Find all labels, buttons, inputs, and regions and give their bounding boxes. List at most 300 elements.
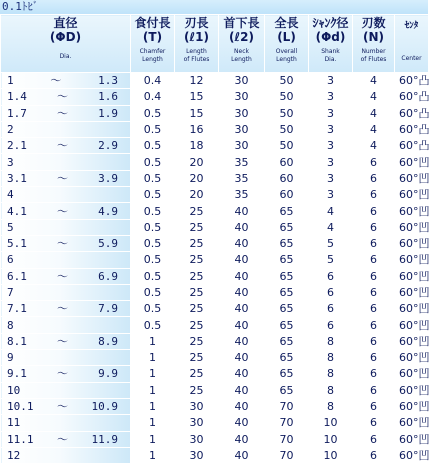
neck-length-cell: 40 bbox=[219, 219, 265, 235]
overall-length-cell: 70 bbox=[265, 398, 309, 414]
header-overall bbox=[265, 15, 309, 73]
center-angle: 60° bbox=[399, 416, 419, 430]
header-row bbox=[1, 15, 429, 73]
flute-length-cell: 12 bbox=[175, 73, 219, 89]
flute-length-cell: 18 bbox=[175, 138, 219, 154]
flute-length-cell: 16 bbox=[175, 121, 219, 137]
dia-cell bbox=[1, 398, 131, 414]
center-cell bbox=[395, 154, 429, 170]
shank-dia-cell: 3 bbox=[309, 187, 353, 203]
center-angle: 60° bbox=[399, 302, 419, 316]
dia-cell bbox=[1, 89, 131, 105]
center-cell bbox=[395, 268, 429, 284]
center-type-icon: 凸 bbox=[418, 123, 430, 137]
flute-count-cell: 6 bbox=[353, 350, 395, 366]
header-chamfer-en bbox=[131, 48, 174, 64]
table-row bbox=[1, 121, 429, 137]
table-row bbox=[1, 268, 429, 284]
dia-from: 11.1 bbox=[7, 432, 34, 446]
dia-from: 2 bbox=[7, 123, 14, 137]
table-row bbox=[1, 89, 429, 105]
header-neck-en2: Length bbox=[231, 56, 252, 63]
flute-length-cell: 15 bbox=[175, 89, 219, 105]
dia-from: 10.1 bbox=[7, 400, 34, 414]
center-cell bbox=[395, 89, 429, 105]
dia-to: 5.9 bbox=[98, 237, 118, 251]
center-angle: 60° bbox=[399, 432, 419, 446]
header-center-en: Center bbox=[401, 55, 422, 62]
overall-length-cell: 65 bbox=[265, 284, 309, 300]
header-flute-en2: of Flutes bbox=[183, 56, 210, 63]
chamfer-cell: 1 bbox=[131, 366, 175, 382]
header-shank-jp: ｼｬﾝｸ径 bbox=[312, 16, 349, 30]
center-type-icon: 凹 bbox=[418, 204, 430, 218]
shank-dia-cell: 5 bbox=[309, 235, 353, 251]
table-row bbox=[1, 447, 429, 463]
header-flute-en1: Length bbox=[186, 48, 207, 55]
table-row bbox=[1, 252, 429, 268]
dia-cell bbox=[1, 219, 131, 235]
table-row bbox=[1, 431, 429, 447]
dia-range-sep: ～ bbox=[57, 171, 68, 185]
center-cell bbox=[395, 301, 429, 317]
neck-length-cell: 40 bbox=[219, 252, 265, 268]
flute-length-cell: 30 bbox=[175, 398, 219, 414]
flute-length-cell: 30 bbox=[175, 431, 219, 447]
chamfer-cell: 1 bbox=[131, 350, 175, 366]
center-type-icon: 凹 bbox=[418, 334, 430, 348]
center-type-icon: 凹 bbox=[418, 302, 430, 316]
flute-count-cell: 6 bbox=[353, 382, 395, 398]
shank-dia-cell: 3 bbox=[309, 73, 353, 89]
neck-length-cell: 30 bbox=[219, 121, 265, 137]
header-overall-jp: 全長 bbox=[274, 16, 299, 30]
header-neck-sym: (ℓ2) bbox=[229, 30, 254, 44]
neck-length-cell: 40 bbox=[219, 235, 265, 251]
center-cell bbox=[395, 398, 429, 414]
center-cell bbox=[395, 350, 429, 366]
dia-from: 1.7 bbox=[7, 106, 27, 120]
chamfer-cell: 0.5 bbox=[131, 284, 175, 300]
neck-length-cell: 35 bbox=[219, 170, 265, 186]
center-type-icon: 凹 bbox=[418, 220, 430, 234]
neck-length-cell: 40 bbox=[219, 382, 265, 398]
header-chamfer-en2: Length bbox=[142, 56, 163, 63]
dia-range-sep: ～ bbox=[57, 334, 68, 348]
header-shank-en2: Dia. bbox=[324, 56, 337, 63]
neck-length-cell: 40 bbox=[219, 415, 265, 431]
shank-dia-cell: 5 bbox=[309, 252, 353, 268]
table-row bbox=[1, 154, 429, 170]
dia-cell bbox=[1, 333, 131, 349]
chamfer-cell: 0.5 bbox=[131, 235, 175, 251]
shank-dia-cell: 10 bbox=[309, 415, 353, 431]
center-cell bbox=[395, 105, 429, 121]
flute-count-cell: 4 bbox=[353, 121, 395, 137]
overall-length-cell: 65 bbox=[265, 268, 309, 284]
table-row bbox=[1, 73, 429, 89]
dia-cell bbox=[1, 447, 131, 463]
flute-count-cell: 6 bbox=[353, 284, 395, 300]
flute-length-cell: 25 bbox=[175, 382, 219, 398]
header-center-jp: ｾﾝﾀ bbox=[404, 21, 419, 31]
dia-cell bbox=[1, 268, 131, 284]
header-shank-en1: Shank bbox=[321, 48, 340, 55]
center-type-icon: 凸 bbox=[418, 106, 430, 120]
center-angle: 60° bbox=[399, 318, 419, 332]
flute-length-cell: 20 bbox=[175, 170, 219, 186]
dia-to: 8.9 bbox=[98, 334, 118, 348]
header-overall-en bbox=[265, 48, 308, 64]
header-chamfer-sym: (T) bbox=[142, 30, 163, 44]
dia-from: 8 bbox=[7, 318, 14, 332]
chamfer-cell: 1 bbox=[131, 333, 175, 349]
center-type-icon: 凹 bbox=[418, 171, 430, 185]
dia-to: 1.3 bbox=[98, 74, 118, 88]
table-row bbox=[1, 301, 429, 317]
center-angle: 60° bbox=[399, 448, 419, 462]
table-row bbox=[1, 284, 429, 300]
flute-length-cell: 25 bbox=[175, 252, 219, 268]
dia-from: 11 bbox=[7, 416, 21, 430]
dia-range-sep: ～ bbox=[57, 367, 68, 381]
neck-length-cell: 40 bbox=[219, 203, 265, 219]
flute-length-cell: 25 bbox=[175, 203, 219, 219]
header-nflutes-en1: Number bbox=[361, 48, 386, 55]
center-type-icon: 凹 bbox=[418, 318, 430, 332]
center-angle: 60° bbox=[399, 334, 419, 348]
dia-from: 6.1 bbox=[7, 269, 27, 283]
neck-length-cell: 30 bbox=[219, 138, 265, 154]
header-nflutes-en2: of Flutes bbox=[360, 56, 387, 63]
flute-count-cell: 6 bbox=[353, 154, 395, 170]
flute-count-cell: 6 bbox=[353, 447, 395, 463]
center-angle: 60° bbox=[399, 139, 419, 153]
flute-count-cell: 6 bbox=[353, 415, 395, 431]
table-row bbox=[1, 219, 429, 235]
dia-cell bbox=[1, 317, 131, 333]
dia-range-sep: ～ bbox=[57, 237, 68, 251]
flute-count-cell: 6 bbox=[353, 170, 395, 186]
center-type-icon: 凹 bbox=[418, 367, 430, 381]
shank-dia-cell: 10 bbox=[309, 431, 353, 447]
chamfer-cell: 1 bbox=[131, 382, 175, 398]
center-cell bbox=[395, 203, 429, 219]
center-angle: 60° bbox=[399, 400, 419, 414]
shank-dia-cell: 10 bbox=[309, 447, 353, 463]
dia-from: 12 bbox=[7, 448, 21, 462]
neck-length-cell: 30 bbox=[219, 73, 265, 89]
dia-from: 7 bbox=[7, 286, 14, 299]
dia-from: 4.1 bbox=[7, 204, 27, 218]
dia-from: 10 bbox=[7, 383, 21, 397]
dia-cell bbox=[1, 187, 131, 203]
dia-to: 11.9 bbox=[91, 432, 118, 446]
center-type-icon: 凸 bbox=[418, 90, 430, 104]
chamfer-cell: 0.5 bbox=[131, 252, 175, 268]
neck-length-cell: 30 bbox=[219, 105, 265, 121]
overall-length-cell: 65 bbox=[265, 252, 309, 268]
dia-to: 3.9 bbox=[98, 171, 118, 185]
neck-length-cell: 40 bbox=[219, 268, 265, 284]
center-angle: 60° bbox=[399, 286, 419, 299]
neck-length-cell: 35 bbox=[219, 154, 265, 170]
center-angle: 60° bbox=[399, 220, 419, 234]
center-type-icon: 凹 bbox=[418, 351, 430, 365]
flute-count-cell: 6 bbox=[353, 187, 395, 203]
dia-from: 6 bbox=[7, 253, 14, 267]
center-angle: 60° bbox=[399, 253, 419, 267]
header-flute-sym: (ℓ1) bbox=[184, 30, 209, 44]
dia-cell bbox=[1, 252, 131, 268]
dia-from: 5 bbox=[7, 220, 14, 234]
overall-length-cell: 60 bbox=[265, 170, 309, 186]
dia-range-sep: ～ bbox=[57, 302, 68, 316]
neck-length-cell: 35 bbox=[219, 187, 265, 203]
center-cell bbox=[395, 170, 429, 186]
header-nflutes-en bbox=[353, 48, 394, 64]
table-row bbox=[1, 235, 429, 251]
overall-length-cell: 70 bbox=[265, 447, 309, 463]
dia-to: 7.9 bbox=[98, 302, 118, 316]
shank-dia-cell: 3 bbox=[309, 154, 353, 170]
neck-length-cell: 30 bbox=[219, 89, 265, 105]
overall-length-cell: 50 bbox=[265, 138, 309, 154]
shank-dia-cell: 6 bbox=[309, 268, 353, 284]
header-neck bbox=[219, 15, 265, 73]
dia-from: 3.1 bbox=[7, 171, 27, 185]
neck-length-cell: 40 bbox=[219, 301, 265, 317]
header-chamfer bbox=[131, 15, 175, 73]
header-neck-en bbox=[219, 48, 264, 64]
chamfer-cell: 0.5 bbox=[131, 301, 175, 317]
center-cell bbox=[395, 284, 429, 300]
dia-range-sep: ～ bbox=[57, 432, 68, 446]
header-neck-jp: 首下長 bbox=[223, 16, 260, 30]
dia-range-sep: ～ bbox=[50, 74, 62, 88]
neck-length-cell: 40 bbox=[219, 333, 265, 349]
overall-length-cell: 70 bbox=[265, 415, 309, 431]
neck-length-cell: 40 bbox=[219, 350, 265, 366]
dia-cell bbox=[1, 138, 131, 154]
dia-from: 7.1 bbox=[7, 302, 27, 316]
center-cell bbox=[395, 219, 429, 235]
center-type-icon: 凹 bbox=[418, 416, 430, 430]
neck-length-cell: 40 bbox=[219, 431, 265, 447]
flute-count-cell: 4 bbox=[353, 138, 395, 154]
dia-to: 2.9 bbox=[98, 139, 118, 153]
dia-to: 4.9 bbox=[98, 204, 118, 218]
shank-dia-cell: 3 bbox=[309, 138, 353, 154]
shank-dia-cell: 8 bbox=[309, 350, 353, 366]
table-row bbox=[1, 333, 429, 349]
flute-length-cell: 25 bbox=[175, 284, 219, 300]
overall-length-cell: 65 bbox=[265, 317, 309, 333]
center-type-icon: 凹 bbox=[418, 383, 430, 397]
center-angle: 60° bbox=[399, 269, 419, 283]
neck-length-cell: 40 bbox=[219, 284, 265, 300]
shank-dia-cell: 8 bbox=[309, 382, 353, 398]
center-cell bbox=[395, 73, 429, 89]
flute-length-cell: 25 bbox=[175, 219, 219, 235]
center-type-icon: 凹 bbox=[418, 432, 430, 446]
chamfer-cell: 1 bbox=[131, 447, 175, 463]
flute-count-cell: 4 bbox=[353, 89, 395, 105]
dia-from: 2.1 bbox=[7, 139, 27, 153]
neck-length-cell: 40 bbox=[219, 447, 265, 463]
header-dia-sym: (ΦD) bbox=[49, 30, 82, 44]
chamfer-cell: 0.4 bbox=[131, 73, 175, 89]
flute-length-cell: 25 bbox=[175, 317, 219, 333]
center-type-icon: 凸 bbox=[418, 139, 430, 153]
header-flute-jp: 刃長 bbox=[184, 16, 209, 30]
table-row bbox=[1, 398, 429, 414]
chamfer-cell: 0.5 bbox=[131, 187, 175, 203]
center-cell bbox=[395, 447, 429, 463]
neck-length-cell: 40 bbox=[219, 366, 265, 382]
header-shank-en bbox=[309, 48, 352, 64]
shank-dia-cell: 6 bbox=[309, 284, 353, 300]
flute-count-cell: 6 bbox=[353, 317, 395, 333]
center-cell bbox=[395, 252, 429, 268]
dia-cell bbox=[1, 105, 131, 121]
chamfer-cell: 1 bbox=[131, 398, 175, 414]
dia-cell bbox=[1, 415, 131, 431]
flute-count-cell: 4 bbox=[353, 73, 395, 89]
dia-range-sep: ～ bbox=[57, 106, 68, 120]
center-type-icon: 凹 bbox=[418, 188, 430, 202]
flute-length-cell: 25 bbox=[175, 235, 219, 251]
flute-length-cell: 20 bbox=[175, 154, 219, 170]
table-row bbox=[1, 170, 429, 186]
center-cell bbox=[395, 121, 429, 137]
center-angle: 60° bbox=[399, 383, 419, 397]
overall-length-cell: 65 bbox=[265, 235, 309, 251]
shank-dia-cell: 4 bbox=[309, 219, 353, 235]
shank-dia-cell: 8 bbox=[309, 333, 353, 349]
center-angle: 60° bbox=[399, 74, 419, 88]
chamfer-cell: 0.5 bbox=[131, 268, 175, 284]
dia-cell bbox=[1, 73, 131, 89]
chamfer-cell: 0.5 bbox=[131, 138, 175, 154]
center-cell bbox=[395, 382, 429, 398]
dia-range-sep: ～ bbox=[57, 90, 68, 104]
chamfer-cell: 0.5 bbox=[131, 105, 175, 121]
table-row bbox=[1, 350, 429, 366]
dia-cell bbox=[1, 170, 131, 186]
header-chamfer-en1: Chamfer bbox=[139, 48, 166, 55]
flute-count-cell: 6 bbox=[353, 268, 395, 284]
center-type-icon: 凸 bbox=[418, 74, 430, 88]
dia-cell bbox=[1, 121, 131, 137]
header-dia-en: Dia. bbox=[59, 53, 72, 60]
dia-from: 9 bbox=[7, 351, 14, 365]
overall-length-cell: 50 bbox=[265, 121, 309, 137]
center-type-icon: 凹 bbox=[418, 253, 430, 267]
dia-range-sep: ～ bbox=[57, 139, 68, 153]
flute-count-cell: 4 bbox=[353, 105, 395, 121]
overall-length-cell: 70 bbox=[265, 431, 309, 447]
dia-to: 10.9 bbox=[91, 400, 118, 414]
center-angle: 60° bbox=[399, 351, 419, 365]
center-cell bbox=[395, 431, 429, 447]
dia-from: 9.1 bbox=[7, 367, 27, 381]
overall-length-cell: 65 bbox=[265, 350, 309, 366]
chamfer-cell: 0.5 bbox=[131, 203, 175, 219]
flute-length-cell: 30 bbox=[175, 415, 219, 431]
center-angle: 60° bbox=[399, 123, 419, 137]
center-angle: 60° bbox=[399, 188, 419, 202]
dia-cell bbox=[1, 382, 131, 398]
dia-cell bbox=[1, 366, 131, 382]
flute-length-cell: 15 bbox=[175, 105, 219, 121]
flute-length-cell: 25 bbox=[175, 366, 219, 382]
dia-to: 9.9 bbox=[98, 367, 118, 381]
header-flute-en bbox=[175, 48, 218, 64]
table-caption: 0.1ﾄﾋﾞ bbox=[0, 0, 428, 14]
flute-count-cell: 6 bbox=[353, 219, 395, 235]
header-shank bbox=[309, 15, 353, 73]
overall-length-cell: 65 bbox=[265, 301, 309, 317]
dia-from: 3 bbox=[7, 155, 14, 169]
neck-length-cell: 40 bbox=[219, 317, 265, 333]
shank-dia-cell: 8 bbox=[309, 366, 353, 382]
dia-cell bbox=[1, 284, 131, 300]
dia-range-sep: ～ bbox=[57, 400, 68, 414]
flute-length-cell: 25 bbox=[175, 333, 219, 349]
table-row bbox=[1, 105, 429, 121]
chamfer-cell: 0.4 bbox=[131, 89, 175, 105]
center-angle: 60° bbox=[399, 171, 419, 185]
chamfer-cell: 1 bbox=[131, 415, 175, 431]
dia-cell bbox=[1, 235, 131, 251]
overall-length-cell: 50 bbox=[265, 73, 309, 89]
table-row bbox=[1, 187, 429, 203]
header-dia bbox=[1, 15, 131, 73]
shank-dia-cell: 3 bbox=[309, 121, 353, 137]
chamfer-cell: 0.5 bbox=[131, 154, 175, 170]
flute-length-cell: 25 bbox=[175, 301, 219, 317]
center-angle: 60° bbox=[399, 155, 419, 169]
table-row bbox=[1, 203, 429, 219]
center-angle: 60° bbox=[399, 237, 419, 251]
dia-cell bbox=[1, 350, 131, 366]
table-body bbox=[1, 73, 429, 464]
flute-count-cell: 6 bbox=[353, 301, 395, 317]
header-overall-sym: (L) bbox=[277, 30, 296, 44]
dia-from: 5.1 bbox=[7, 237, 27, 251]
center-cell bbox=[395, 235, 429, 251]
overall-length-cell: 65 bbox=[265, 333, 309, 349]
shank-dia-cell: 8 bbox=[309, 398, 353, 414]
dia-from: 4 bbox=[7, 188, 14, 202]
shank-dia-cell: 3 bbox=[309, 89, 353, 105]
dia-cell bbox=[1, 154, 131, 170]
center-cell bbox=[395, 415, 429, 431]
shank-dia-cell: 6 bbox=[309, 301, 353, 317]
flute-count-cell: 6 bbox=[353, 431, 395, 447]
center-angle: 60° bbox=[399, 367, 419, 381]
flute-count-cell: 6 bbox=[353, 252, 395, 268]
center-angle: 60° bbox=[399, 204, 419, 218]
header-nflutes-sym: (N) bbox=[362, 30, 384, 44]
overall-length-cell: 50 bbox=[265, 89, 309, 105]
table-row bbox=[1, 366, 429, 382]
center-cell bbox=[395, 187, 429, 203]
header-flute bbox=[175, 15, 219, 73]
center-angle: 60° bbox=[399, 106, 419, 120]
center-cell bbox=[395, 317, 429, 333]
